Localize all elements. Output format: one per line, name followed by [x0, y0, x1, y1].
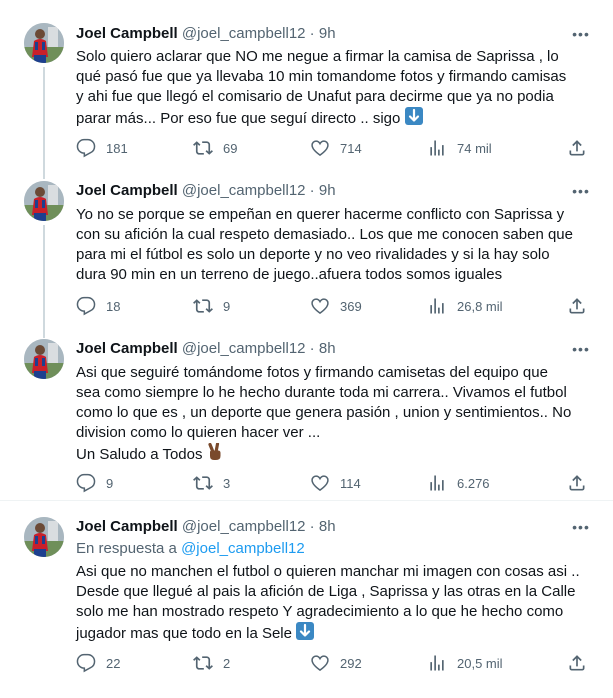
arrow-down-emoji [296, 622, 314, 646]
retweet-count: 69 [223, 140, 238, 156]
reply-mention-link[interactable]: @joel_campbell12 [181, 540, 305, 557]
like-button[interactable] [310, 653, 362, 673]
reply-count: 181 [106, 140, 128, 156]
share-button[interactable] [567, 296, 587, 316]
share-icon [567, 653, 587, 673]
tweet-line: division como lo quieren hacer ver ... [76, 424, 321, 441]
tweet-header [76, 517, 336, 537]
tweet-line: Solo quiero aclarar que NO me negue a firmar la camisa de Saprissa , lo [76, 48, 559, 65]
more-icon[interactable]: ••• [572, 519, 590, 535]
views-button[interactable] [427, 653, 503, 673]
tweet-line: como lo que es , un deporte que genera pasión , union y sentimientos.. No [76, 404, 572, 421]
tweet-time[interactable]: · 9h [305, 182, 336, 199]
tweet-2[interactable] [0, 157, 613, 332]
tweet-1[interactable] [0, 0, 613, 175]
retweet-button[interactable] [193, 653, 230, 673]
like-icon [310, 473, 330, 493]
share-icon [567, 296, 587, 316]
tweet-time[interactable]: · 8h [305, 340, 336, 357]
views-count: 6.276 [457, 475, 490, 491]
tweet-time[interactable]: · 8h [305, 518, 336, 535]
like-icon [310, 138, 330, 158]
author-handle[interactable]: @joel_campbell12 [181, 518, 306, 535]
tweet-3[interactable] [0, 316, 613, 500]
author-name[interactable]: Joel Campbell [76, 340, 178, 357]
victory-hand-emoji [207, 443, 223, 467]
tweet-line: Asi que no manchen el futbol o quieren manchar mi imagen con cosas asi .. [76, 563, 580, 580]
thread-line [43, 316, 45, 338]
retweet-icon [193, 473, 213, 493]
more-icon[interactable]: ••• [572, 183, 590, 199]
tweet-line: Yo no se porque se empeñan en querer hacerme conflicto con Saprissa y [76, 206, 565, 223]
views-button[interactable] [427, 138, 492, 158]
like-count: 114 [340, 475, 361, 491]
like-count: 369 [340, 298, 362, 314]
tweet-line: para mi el fútbol es solo un deporte y no veo rivalidades y si la hay solo [76, 246, 550, 263]
tweet-line: jugador mas que todo en la Sele [76, 625, 292, 642]
author-handle[interactable]: @joel_campbell12 [181, 182, 306, 199]
share-button[interactable] [567, 138, 587, 158]
retweet-icon [193, 653, 213, 673]
more-icon[interactable]: ••• [572, 26, 590, 42]
avatar[interactable] [24, 23, 64, 63]
like-count: 292 [340, 655, 362, 671]
like-icon [310, 653, 330, 673]
tweet-line: dura 90 min en un terreno de juego..afuera todos somos iguales [76, 266, 503, 283]
retweet-count: 3 [223, 475, 231, 491]
like-button[interactable] [310, 138, 362, 158]
reply-context [76, 539, 305, 559]
views-icon [427, 296, 447, 316]
tweet-actions [76, 138, 590, 158]
tweet-actions [76, 653, 590, 673]
avatar[interactable] [24, 181, 64, 221]
avatar[interactable] [24, 517, 64, 557]
reply-button[interactable] [76, 653, 120, 673]
tweet-text [76, 562, 596, 646]
tweet-text [76, 205, 596, 285]
tweet-header [76, 24, 336, 44]
views-count: 26,8 mil [457, 298, 503, 314]
author-name[interactable]: Joel Campbell [76, 518, 178, 535]
tweet-line: qué pasó fue que ya llevaba 10 min tomandome fotos y firmando camisas [76, 68, 567, 85]
views-count: 20,5 mil [457, 655, 503, 671]
tweet-line: solo me han mostrado respeto Y agradecimiento a lo que he hecho como [76, 603, 564, 620]
reply-button[interactable] [76, 473, 113, 493]
tweet-line: Asi que seguiré tomándome fotos y firmando camisetas del equipo que [76, 364, 548, 381]
tweet-4[interactable] [0, 501, 613, 698]
reply-count: 9 [106, 475, 114, 491]
reply-icon [76, 138, 96, 158]
retweet-count: 9 [223, 298, 231, 314]
tweet-header [76, 181, 336, 201]
tweet-text [76, 363, 596, 467]
avatar[interactable] [24, 339, 64, 379]
thread-line [43, 157, 45, 179]
like-count: 714 [340, 140, 362, 156]
tweet-time[interactable]: · 9h [305, 25, 336, 42]
like-button[interactable] [310, 473, 361, 493]
tweet-line: y ahi fue que llegó el comisario de Unafut para decirme que ya no podia [76, 88, 554, 105]
share-button[interactable] [567, 653, 587, 673]
author-handle[interactable]: @joel_campbell12 [181, 340, 306, 357]
retweet-count: 2 [223, 655, 231, 671]
reply-icon [76, 473, 96, 493]
retweet-button[interactable] [193, 138, 237, 158]
tweet-header [76, 339, 336, 359]
reply-icon [76, 296, 96, 316]
views-button[interactable] [427, 296, 503, 316]
reply-icon [76, 653, 96, 673]
reply-count: 18 [106, 298, 121, 314]
share-icon [567, 473, 587, 493]
views-icon [427, 473, 447, 493]
tweet-line: Un Saludo a Todos [76, 446, 203, 463]
retweet-icon [193, 138, 213, 158]
reply-prefix: En respuesta a [76, 540, 182, 557]
tweet-actions [76, 296, 590, 316]
reply-button[interactable] [76, 296, 120, 316]
like-button[interactable] [310, 296, 362, 316]
author-name[interactable]: Joel Campbell [76, 182, 178, 199]
retweet-button[interactable] [193, 296, 230, 316]
views-icon [427, 653, 447, 673]
retweet-button[interactable] [193, 473, 230, 493]
like-icon [310, 296, 330, 316]
reply-button[interactable] [76, 138, 128, 158]
tweet-line: parar más... Por eso fue que seguí directo .. sigo [76, 110, 401, 127]
arrow-down-emoji [405, 107, 423, 131]
reply-count: 22 [106, 655, 121, 671]
author-handle[interactable]: @joel_campbell12 [181, 25, 306, 42]
tweet-line: con su afición la cual respeto demasiado.. Los que me conocen saben que [76, 226, 573, 243]
tweet-text [76, 47, 596, 131]
tweet-line: Desde que llegué al pais la afición de Liga , Saprissa y las otras en la Calle [76, 583, 576, 600]
retweet-icon [193, 296, 213, 316]
share-icon [567, 138, 587, 158]
tweet-line: sea como siempre lo he hecho durante toda mi carrera.. Vivamos el futbol [76, 384, 567, 401]
tweet-actions [76, 473, 590, 493]
views-icon [427, 138, 447, 158]
share-button[interactable] [567, 473, 587, 493]
views-button[interactable] [427, 473, 490, 493]
more-icon[interactable]: ••• [572, 341, 590, 357]
views-count: 74 mil [457, 140, 492, 156]
author-name[interactable]: Joel Campbell [76, 25, 178, 42]
